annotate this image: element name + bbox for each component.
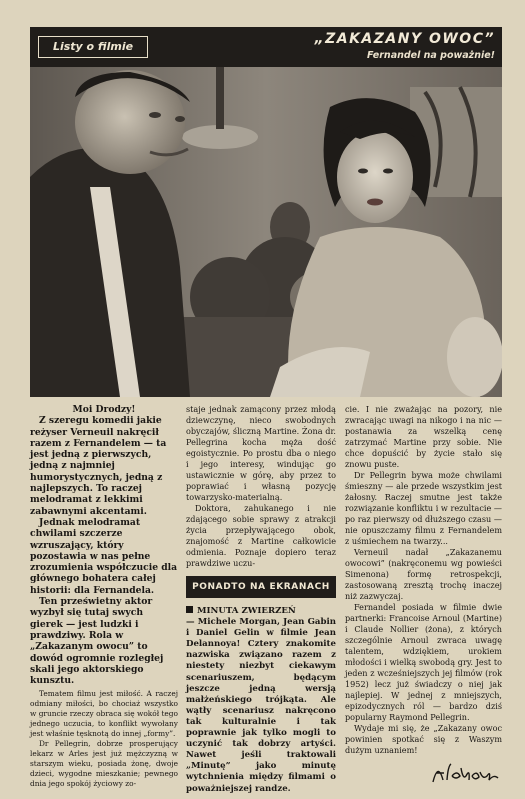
column-3 — [345, 404, 502, 756]
column-1 — [30, 404, 178, 789]
section-label-box — [38, 36, 148, 58]
handwritten-signature — [430, 758, 500, 788]
paragraph: Dr Pellegrin, dobrze prosperujący lekarz w Arles jest już mężczyzną w starszym wieku, posiada żonę, dwoje dzieci, wygodne mieszkanie; pewnego dnia jego spokój życiowy zo- — [30, 739, 178, 789]
paragraph: Jednak melodramat chwilami szczerze wzruszający, który pozostawia w nas pełne zrozumienia współczucie dla głównego bohatera całej historii: dla Fernandela. — [30, 516, 178, 596]
review-heading-line — [186, 606, 336, 617]
paragraph: Ten prześwietny aktor wyzbył się tutaj swych gierek — jest ludzki i prawdziwy. Rola w „Zakazanym owocu” to dowód ogromnie rozległej skali jego aktorskiego kunsztu. — [30, 596, 164, 687]
review-minuta — [186, 606, 336, 795]
paragraph: Tematem filmu jest miłość. A raczej odmiany miłości, bo chociaż wszystko w gruncie rzeczy obraca się wokół tego jednego uczucia, to konflikt wywołany jest właśnie tęsknotą do innej „formy”. — [30, 689, 178, 739]
article-title: „ZAKAZANY OWOC” — [314, 31, 495, 47]
paragraph: Dr Pellegrin bywa może chwilami śmieszny — ale przede wszystkim jest żałosny. Raczej smutne jest także rozwiązanie konfliktu i w rezultacie — po raz pierwszy od dłuższego czasu — nie opuszczamy filmu z Fernandelem z uśmiechem na twarzy... — [345, 470, 502, 546]
paragraph: Wydaje mi się, że „Zakazany owoc powinien spotkać się z Waszym dużym uznaniem! — [345, 723, 502, 755]
paragraph: Z szeregu komedii jakie reżyser Verneuil nakręcił razem z Fernandelem — ta jest jedną z pierwszych, jedną z najmniej humorystycznych, jedną z najlepszych. To raczej melodramat z lekkimi zabawnymi akcentami. — [30, 415, 167, 517]
film-still-photo — [30, 67, 502, 397]
paragraph: staje jednak zamącony przez młodą dziewczynę, nieco swobodnych obyczajów, śliczną Martine. Żona dr. Pellegrina kocha męża dość egoistycznie. Po prostu dba o niego i jego interesy, windując go ustawicznie w górę, aby przez to poprawiać i własną pozycję towarzysko-materialną. — [186, 404, 336, 502]
column-2 — [186, 404, 336, 795]
section-label: Listy o filmie — [52, 40, 134, 53]
column-1-small-text — [30, 689, 178, 789]
article-header — [30, 27, 502, 67]
paragraph: Verneuil nadał „Zakazanemu owocowi” (nakręconemu wg powieści Simenona) formę retrospekcji, zastosowaną zresztą trochę inaczej niż zazwyczaj. — [345, 547, 502, 601]
paragraph: — Michele Morgan, Jean Gabin i Daniel Gelin w filmie Jean Delannoya! Cztery znakomite nazwiska związano razem z niestety niezbyt ciekawym scenariuszem, będącym jeszcze jedną wersją małżeńskiego trójkąta. Ale wątły scenariusz nakręcono tak kulturalnie i tak poprawnie jak tylko mogli to uczynić tak dobrzy artyści. Nawet jeśli traktowali „Minutę” jako minutę wytchnienia między filmami o poważniejszej randze. — [186, 617, 336, 794]
square-bullet-icon — [186, 606, 193, 613]
column-1-lead — [30, 404, 178, 686]
paragraph: Doktora, zahukanego i nie zdającego sobie sprawy z atrakcji życia przepływającego obok, znajomość z Martine całkowicie odmienia. Poznaje dopiero teraz prawdziwe uczu- — [186, 503, 336, 568]
section-banner: PONADTO NA EKRANACH — [186, 576, 336, 598]
greeting: Moi Drodzy! — [72, 404, 136, 415]
article-subtitle: Fernandel na poważnie! — [367, 50, 495, 61]
paragraph: Fernandel posiada w filmie dwie partnerki: Francoise Arnoul (Martine) i Claude Nollier (żona), z których szczególnie Arnoul zwraca uwagę talentem, wdziękiem, urokiem młodości i wielką swobodą gry. Jest to jeden z wcześniejszych jej filmów (rok 1952) lecz już świadczy o niej jak najlepiej. W jednej z mniejszych, epizodycznych ról — bardzo dziś popularny Raymond Pellegrin. — [345, 602, 502, 722]
film-still-illustration — [30, 67, 502, 397]
review-heading: MINUTA ZWIERZEŃ — [197, 606, 296, 616]
paragraph: cie. I nie zważając na pozory, nie zwracając uwagi na nikogo i na nic — postanawia za wszelką cenę zatrzymać Martine przy sobie. Nie chce dopuścić by życie stało się znowu puste. — [345, 404, 502, 469]
